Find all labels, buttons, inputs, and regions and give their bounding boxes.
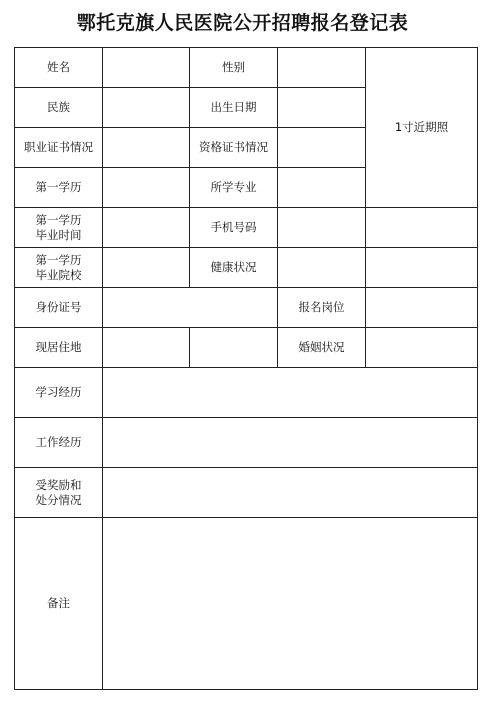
label-ethnicity: 民族: [15, 88, 103, 128]
label-gender: 性别: [190, 48, 278, 88]
label-birthdate: 出生日期: [190, 88, 278, 128]
label-remarks: 备注: [15, 518, 103, 690]
qual-cert-value-cell[interactable]: [278, 128, 366, 168]
first-degree-value-cell[interactable]: [103, 168, 190, 208]
id-number-value-cell[interactable]: [103, 288, 278, 328]
label-position: 报名岗位: [278, 288, 366, 328]
label-education-history: 学习经历: [15, 368, 103, 418]
education-history-value-cell[interactable]: [103, 368, 478, 418]
label-marital: 婚姻状况: [278, 328, 366, 368]
form-title: 鄂托克旗人民医院公开招聘报名登记表: [76, 12, 409, 34]
label-job-cert: 职业证书情况: [15, 128, 103, 168]
remarks-value-cell[interactable]: [103, 518, 478, 690]
job-cert-value-cell[interactable]: [103, 128, 190, 168]
label-qual-cert: 资格证书情况: [190, 128, 278, 168]
phone-value-cell[interactable]: [278, 208, 366, 248]
gender-value-cell[interactable]: [278, 48, 366, 88]
work-history-value-cell[interactable]: [103, 418, 478, 468]
address-extra-cell[interactable]: [190, 328, 278, 368]
label-grad-time: 第一学历 毕业时间: [15, 208, 103, 248]
ethnicity-value-cell[interactable]: [103, 88, 190, 128]
health-value-cell[interactable]: [278, 248, 366, 288]
label-awards: 受奖励和 处分情况: [15, 468, 103, 518]
label-work-history: 工作经历: [15, 418, 103, 468]
label-major: 所学专业: [190, 168, 278, 208]
position-value-cell[interactable]: [366, 288, 478, 328]
name-value-cell[interactable]: [103, 48, 190, 88]
address-value-cell[interactable]: [103, 328, 190, 368]
health-extra-cell[interactable]: [366, 248, 478, 288]
major-value-cell[interactable]: [278, 168, 366, 208]
phone-extra-cell[interactable]: [366, 208, 478, 248]
label-address: 现居住地: [15, 328, 103, 368]
label-health: 健康状况: [190, 248, 278, 288]
registration-form-table: [14, 47, 478, 690]
label-phone: 手机号码: [190, 208, 278, 248]
birthdate-value-cell[interactable]: [278, 88, 366, 128]
awards-value-cell[interactable]: [103, 468, 478, 518]
marital-value-cell[interactable]: [366, 328, 478, 368]
grad-school-value-cell[interactable]: [103, 248, 190, 288]
label-id-number: 身份证号: [15, 288, 103, 328]
label-grad-school: 第一学历 毕业院校: [15, 248, 103, 288]
label-first-degree: 第一学历: [15, 168, 103, 208]
photo-cell[interactable]: 1寸近期照: [366, 48, 478, 208]
label-name: 姓名: [15, 48, 103, 88]
grad-time-value-cell[interactable]: [103, 208, 190, 248]
